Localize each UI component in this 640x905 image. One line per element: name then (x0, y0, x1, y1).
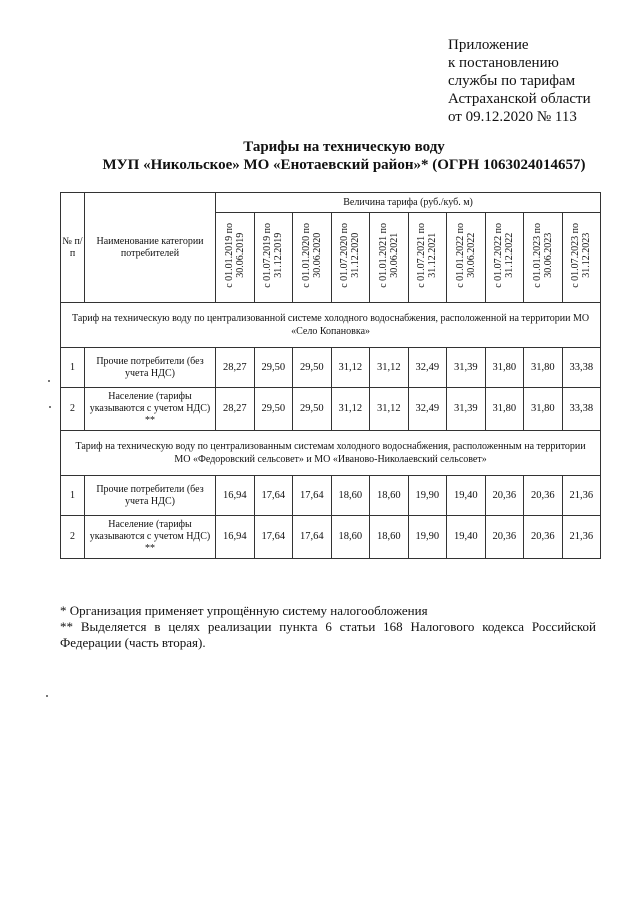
header-period: с 01.07.2020 по 31.12.2020 (331, 213, 370, 303)
tariff-value: 32,49 (408, 388, 447, 431)
scan-speck (46, 695, 48, 697)
appendix-line: Астраханской области (448, 91, 591, 107)
appendix-line: Приложение (448, 37, 529, 53)
scan-speck (48, 380, 50, 382)
tariff-value: 17,64 (254, 476, 293, 516)
header-period: с 01.01.2020 по 30.06.2020 (293, 213, 332, 303)
tariff-value: 28,27 (216, 388, 255, 431)
footnote-vat: ** Выделяется в целях реализации пункта 6 статьи 168 Налогового кодекса Российской Федерации (часть вторая). (60, 619, 596, 650)
tariff-value: 20,36 (524, 516, 563, 559)
tariff-value: 18,60 (370, 476, 409, 516)
row-number: 2 (61, 388, 85, 431)
header-period: с 01.07.2023 по 31.12.2023 (562, 213, 601, 303)
footnote-simplified-tax: * Организация применяет упрощённую систему налогообложения (60, 603, 428, 618)
tariff-value: 17,64 (254, 516, 293, 559)
tariff-value: 16,94 (216, 476, 255, 516)
tariff-value: 20,36 (524, 476, 563, 516)
row-category: Прочие потребители (без учета НДС) (85, 476, 216, 516)
scan-speck (49, 406, 51, 408)
header-period: с 01.07.2022 по 31.12.2022 (485, 213, 524, 303)
tariff-table (60, 192, 601, 559)
tariff-value: 31,12 (331, 348, 370, 388)
tariff-value: 31,80 (524, 348, 563, 388)
row-number: 1 (61, 476, 85, 516)
tariff-value: 29,50 (254, 388, 293, 431)
tariff-value: 31,39 (447, 388, 486, 431)
tariff-value: 18,60 (331, 516, 370, 559)
tariff-value: 31,80 (485, 388, 524, 431)
header-period: с 01.01.2022 по 30.06.2022 (447, 213, 486, 303)
tariff-value: 31,12 (370, 388, 409, 431)
row-number: 1 (61, 348, 85, 388)
row-category: Население (тарифы указываются с учетом НДС) ** (85, 516, 216, 559)
tariff-value: 31,12 (370, 348, 409, 388)
tariff-value: 31,12 (331, 388, 370, 431)
tariff-value: 21,36 (562, 476, 601, 516)
header-category: Наименование категории потребителей (85, 193, 216, 303)
tariff-value: 19,40 (447, 516, 486, 559)
row-number: 2 (61, 516, 85, 559)
tariff-value: 19,90 (408, 516, 447, 559)
table-row (61, 388, 601, 431)
header-number: № п/п (61, 193, 85, 303)
header-period: с 01.07.2021 по 31.12.2021 (408, 213, 447, 303)
section-title-fedorovsky: Тариф на техническую воду по централизованным системам холодного водоснабжения, расположенным на территории МО «Федоровский сельсовет» и МО «Иваново-Николаевский сельсовет» (61, 431, 601, 476)
table-row (61, 476, 601, 516)
header-period: с 01.01.2021 по 30.06.2021 (370, 213, 409, 303)
tariff-value: 20,36 (485, 476, 524, 516)
tariff-value: 19,40 (447, 476, 486, 516)
appendix-line: от 09.12.2020 № 113 (448, 109, 577, 125)
row-category: Прочие потребители (без учета НДС) (85, 348, 216, 388)
appendix-block (448, 36, 633, 126)
tariff-value: 21,36 (562, 516, 601, 559)
tariff-value: 32,49 (408, 348, 447, 388)
appendix-line: службы по тарифам (448, 73, 576, 89)
tariff-value: 31,80 (524, 388, 563, 431)
tariff-value: 28,27 (216, 348, 255, 388)
tariff-value: 20,36 (485, 516, 524, 559)
tariff-value: 29,50 (293, 388, 332, 431)
tariff-value: 17,64 (293, 516, 332, 559)
header-period: с 01.01.2019 по 30.06.2019 (216, 213, 255, 303)
tariff-value: 33,38 (562, 348, 601, 388)
tariff-value: 33,38 (562, 388, 601, 431)
tariff-value: 17,64 (293, 476, 332, 516)
tariff-value: 29,50 (293, 348, 332, 388)
appendix-line: к постановлению (448, 55, 559, 71)
table-row (61, 516, 601, 559)
document-title (60, 138, 628, 174)
tariff-value: 18,60 (370, 516, 409, 559)
title-line-2: МУП «Никольское» МО «Енотаевский район»* (ОГРН 1063024014657) (102, 157, 586, 173)
header-period: с 01.01.2023 по 30.06.2023 (524, 213, 563, 303)
row-category: Население (тарифы указываются с учетом НДС) ** (85, 388, 216, 431)
footnotes (60, 603, 596, 651)
tariff-value: 31,39 (447, 348, 486, 388)
tariff-value: 31,80 (485, 348, 524, 388)
title-line-1: Тарифы на техническую воду (243, 139, 445, 155)
header-tariff-value: Величина тарифа (руб./куб. м) (216, 193, 601, 213)
header-period: с 01.07.2019 по 31.12.2019 (254, 213, 293, 303)
tariff-value: 29,50 (254, 348, 293, 388)
tariff-value: 19,90 (408, 476, 447, 516)
tariff-value: 16,94 (216, 516, 255, 559)
section-title-kopanovka: Тариф на техническую воду по централизованной системе холодного водоснабжения, расположенной на территории МО «Село Копановка» (61, 303, 601, 348)
tariff-value: 18,60 (331, 476, 370, 516)
table-row (61, 348, 601, 388)
